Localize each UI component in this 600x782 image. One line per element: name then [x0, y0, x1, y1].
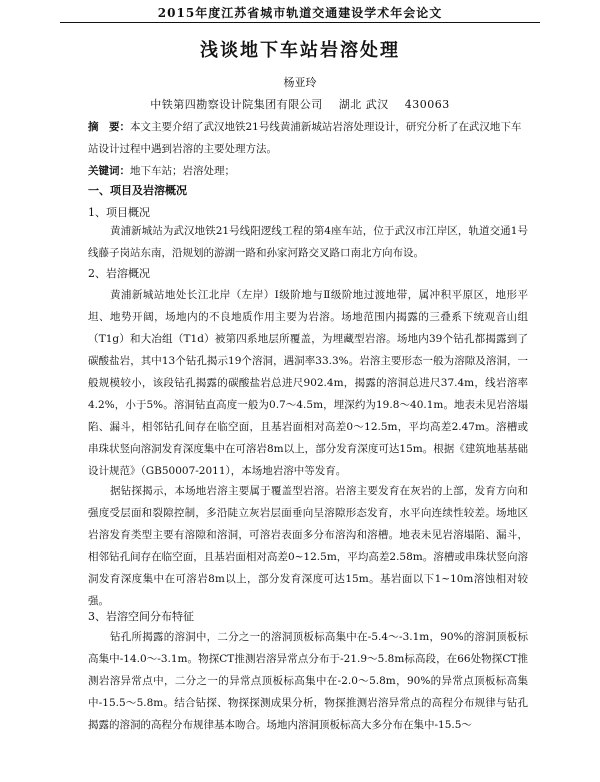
paragraph: 据钻探揭示，本场地岩溶主要属于覆盖型岩溶。岩溶主要发育在灰岩的上部，发育方向和强度受层面和裂隙控制，多沿陡立灰岩层面垂向呈溶隙形态发育，水平向连续性较差。场地区岩溶发育类型主要有溶隙和溶洞，可溶岩表面多分布溶沟和溶槽。地表未见岩溶塌陷、漏斗，相邻钻孔间存在临空面，且基岩面相对高差0~12.5m，平均高差2.58m。溶槽或串珠状竖向溶洞发育深度集中在可溶岩8m以上，部分发育深度可达15m。基岩面以下1~10m溶蚀相对较强。 [88, 485, 528, 607]
paper-title: 浅谈地下车站岩溶处理 [200, 40, 400, 61]
section-1-1-body [88, 220, 528, 264]
author-name: 杨亚玲 [283, 76, 317, 89]
keywords [88, 160, 528, 182]
postcode: 430063 [404, 98, 450, 111]
abstract [88, 116, 528, 160]
province-city: 湖北 武汉 [338, 98, 389, 111]
keywords-label: 关键词： [88, 165, 130, 177]
section-1-2-heading: 2、岩溶概况 [88, 267, 150, 280]
paragraph: 黄浦新城站地处长江北岸（左岸）Ⅰ级阶地与Ⅱ级阶地过渡地带，属冲积平原区，地形平坦、地势开阔，场地内的不良地质作用主要为岩溶。场地范围内揭露的三叠系下统观音山组（T1g）和大冶组（T1d）被第四系地层所覆盖，为埋藏型岩溶。场地内39个钻孔都揭露到了碳酸盐岩，其中13个钻孔揭示19个溶洞，遇洞率33.3%。岩溶主要形态一般为溶隙及溶洞，一般规模较小，该段钻孔揭露的碳酸盐岩总进尺902.4m，揭露的溶洞总进尺37.4m，线岩溶率4.2%，小于5%。溶洞钻直高度一般为0.7～4.5m，埋深约为19.8～40.1m。地表未见岩溶塌陷、漏斗，相邻钻孔间存在临空面，且基岩面相对高差0～12.5m，平均高差2.47m。溶槽或串珠状竖向溶洞发育深度集中在可溶岩8m以上，部分发育深度可达15m。根据《建筑地基基础设计规范》（GB50007-2011），本场地岩溶中等发育。 [88, 289, 528, 477]
section-1-heading: 一、项目及岩溶概况 [88, 184, 187, 197]
paragraph: 钻孔所揭露的溶洞中，二分之一的溶洞顶板标高集中在-5.4～-3.1m，90%的溶洞顶板标高集中-14.0～-3.1m。物探CT推测岩溶异常点分布于-21.9～5.8m标高段，在66处物探CT推测岩溶异常点中，二分之一的异常点顶板标高集中在-2.0～5.8m，90%的异常点顶板标高集中-15.5～5.8m。结合钻探、物探探测成果分析，物探推测岩溶异常点的高程分布规律与钻孔揭露的溶洞的高程分布规律基本吻合。场地内溶洞顶板标高大多分布在集中-15.5～ [88, 631, 528, 731]
keywords-text: 地下车站；岩溶处理； [130, 165, 235, 177]
section-1-3-heading: 3、岩溶空间分布特征 [88, 610, 194, 623]
paragraph: 黄浦新城站为武汉地铁21号线阳逻线工程的第4座车站，位于武汉市江岸区，轨道交通1号线藤子岗站东南，沿规划的游湖一路和孙家河路交叉路口南北方向布设。 [88, 225, 528, 259]
abstract-label: 摘 要： [88, 121, 130, 133]
section-1-1-heading: 1、项目概况 [88, 206, 150, 219]
section-1-2-body-2 [88, 480, 528, 612]
abstract-text: 本文主要介绍了武汉地铁21号线黄浦新城站岩溶处理设计，研究分析了在武汉地下车站设计过程中遇到岩溶的主要处理方法。 [88, 121, 522, 155]
affiliation: 中铁第四勘察设计院集团有限公司 [150, 98, 323, 111]
section-1-2-body-1 [88, 284, 528, 482]
section-1-3-body [88, 626, 528, 736]
running-header: 2015年度江苏省城市轨道交通建设学术年会论文 [157, 6, 443, 20]
affiliation-line [0, 96, 600, 112]
header-rule [60, 22, 540, 23]
